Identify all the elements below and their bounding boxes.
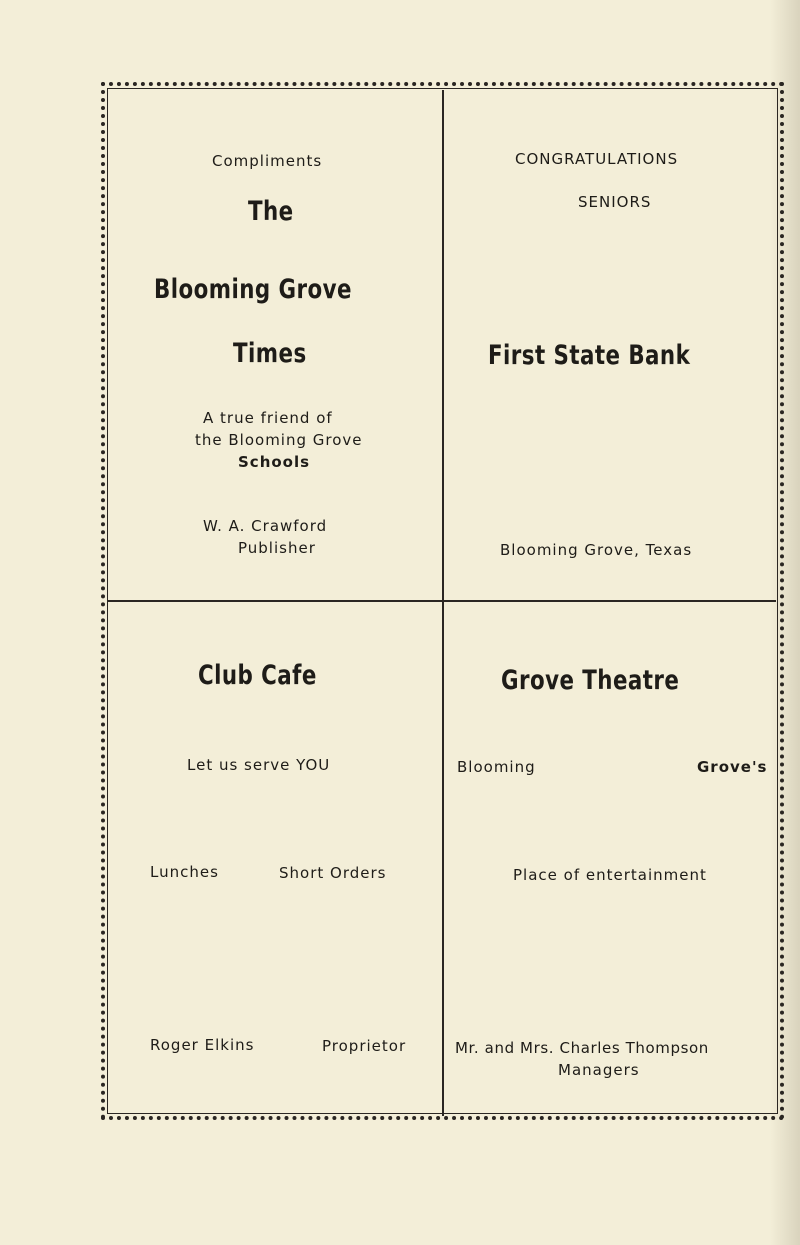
tagline-line-3: Schools: [238, 453, 311, 471]
theatre-entertainment: Place of entertainment: [513, 866, 707, 884]
theatre-line-blooming: Blooming: [457, 758, 536, 776]
theatre-line-groves: Grove's: [697, 758, 768, 776]
horizontal-divider: [108, 600, 776, 602]
cafe-owner-name: Roger Elkins: [150, 1036, 255, 1054]
cafe-service-short-orders: Short Orders: [279, 864, 387, 882]
times-name-blooming-grove: Blooming Grove: [154, 274, 352, 305]
theatre-name: Grove Theatre: [501, 665, 680, 696]
tagline-line-1: A true friend of: [203, 409, 333, 427]
theatre-managers-names: Mr. and Mrs. Charles Thompson: [455, 1039, 709, 1057]
vertical-divider: [442, 90, 444, 1116]
tagline-line-2: the Blooming Grove: [195, 431, 363, 449]
compliments-text: Compliments: [212, 152, 323, 170]
cafe-name: Club Cafe: [198, 660, 317, 691]
cafe-slogan: Let us serve YOU: [187, 756, 331, 774]
ad-grid: [108, 90, 784, 1116]
publisher-title: Publisher: [238, 539, 316, 557]
cafe-owner-title: Proprietor: [322, 1037, 407, 1055]
bank-location: Blooming Grove, Texas: [500, 541, 693, 559]
congratulations-text: CONGRATULATIONS: [515, 150, 679, 168]
seniors-text: SENIORS: [578, 193, 652, 211]
times-name-the: The: [248, 196, 294, 227]
cafe-service-lunches: Lunches: [150, 863, 219, 881]
times-name-times: Times: [233, 338, 307, 369]
publisher-name: W. A. Crawford: [203, 517, 328, 535]
theatre-managers-title: Managers: [558, 1061, 640, 1079]
bank-name: First State Bank: [488, 340, 691, 371]
